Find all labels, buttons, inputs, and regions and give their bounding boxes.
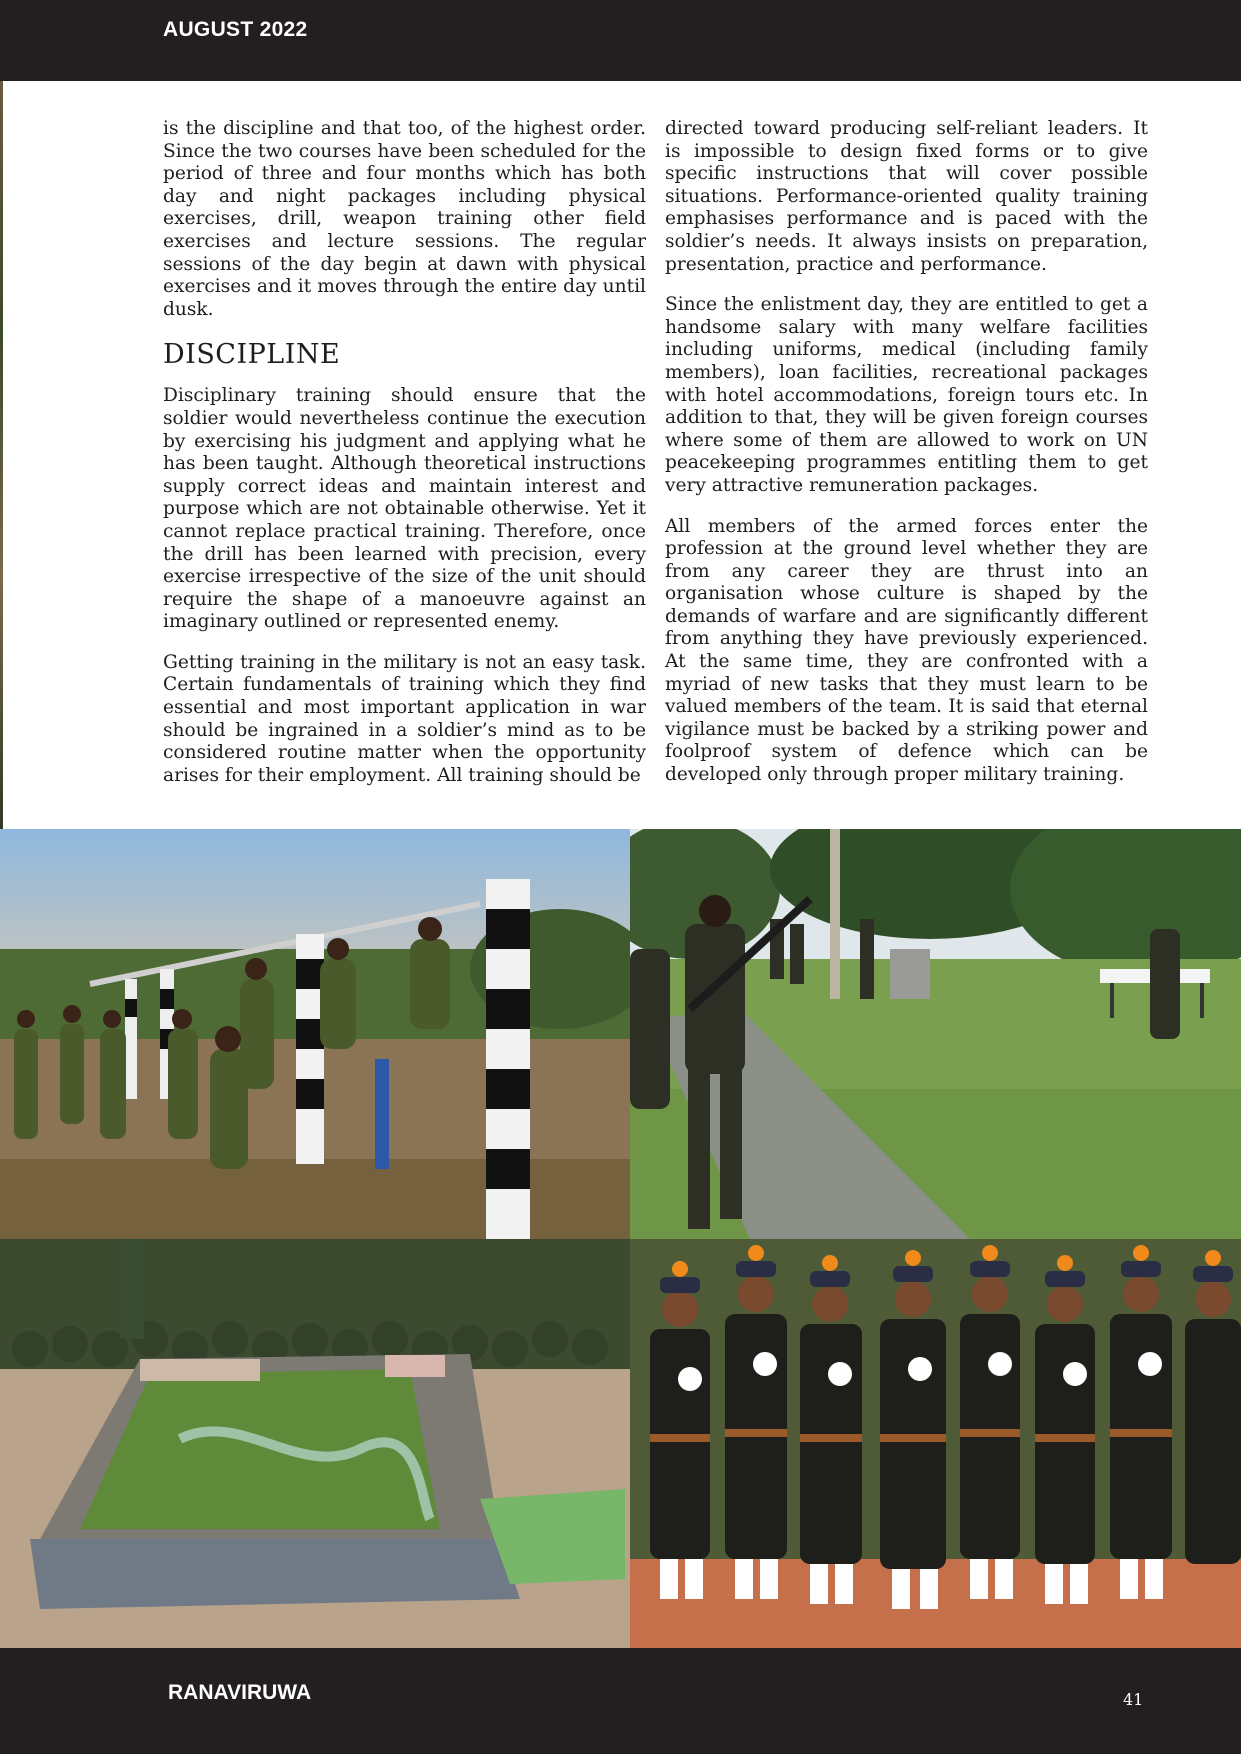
issue-date: AUGUST 2022	[163, 18, 308, 41]
paragraph: Disciplinary training should ensure that the soldier would nevertheless continue the execution by exercising his judgment and applying what he has been taught. Although theoretical instructions supply correct ideas and maintain interest and purpose which are not obtainable otherwise. Yet it cannot replace practical training. Therefore, once the drill has been learned with precision, every exercise irrespective of the size of the unit should require the shape of a manoeuvre against an imaginary outlined or represented enemy.	[163, 385, 646, 633]
paragraph: All members of the armed forces enter the profession at the ground level whether they are from any career they are thrust into an organisation whose culture is shaped by the demands of warfare and are significantly different from anything they have previously experienced. At the same time, they are confronted with a myriad of new tasks that they must learn to be valued members of the team. It is said that eternal vigilance must be backed by a striking power and foolproof system of defence which can be developed only through proper military training.	[665, 515, 1148, 786]
magazine-name: RANAVIRUWA	[168, 1681, 312, 1704]
paragraph: Since the enlistment day, they are entitled to get a handsome salary with many welfare facilities including uniforms, medical (including family members), loan facilities, recreational packages with hotel accommodations, foreign tours etc. In addition to that, they will be given foreign courses where some of them are allowed to work on UN peacekeeping programmes entitling them to get very attractive remuneration packages.	[665, 294, 1148, 496]
footer-bar	[0, 1648, 1241, 1754]
section-heading: DISCIPLINE	[163, 339, 341, 371]
photo-sand-model	[0, 1239, 630, 1648]
header-bar	[0, 0, 1241, 81]
paragraph: is the discipline and that too, of the highest order. Since the two courses have been scheduled for the period of three and four months which has both day and night packages including physical exercises, drill, weapon training other field exercises and lecture sessions. The regular sessions of the day begin at dawn with physical exercises and it moves through the entire day until dusk.	[163, 118, 646, 320]
photo-pullup-training	[0, 829, 630, 1239]
page-number: 41	[1123, 1690, 1144, 1709]
article-column-right	[665, 118, 1148, 805]
article-column-left	[163, 118, 646, 805]
left-edge-strip	[0, 81, 3, 829]
photo-passing-out-parade	[630, 1239, 1241, 1648]
paragraph: directed toward producing self-reliant leaders. It is impossible to design fixed forms or to give specific instructions that will cover possible situations. Performance-oriented quality training emphasises performance and is paced with the soldier’s needs. It always insists on preparation, presentation, practice and performance.	[665, 118, 1148, 275]
paragraph: Getting training in the military is not an easy task. Certain fundamentals of training which they find essential and most important application in war should be ingrained in a soldier’s mind as to be considered routine matter when the opportunity arises for their employment. All training should be	[163, 651, 646, 786]
photo-weapon-drill	[630, 829, 1241, 1239]
